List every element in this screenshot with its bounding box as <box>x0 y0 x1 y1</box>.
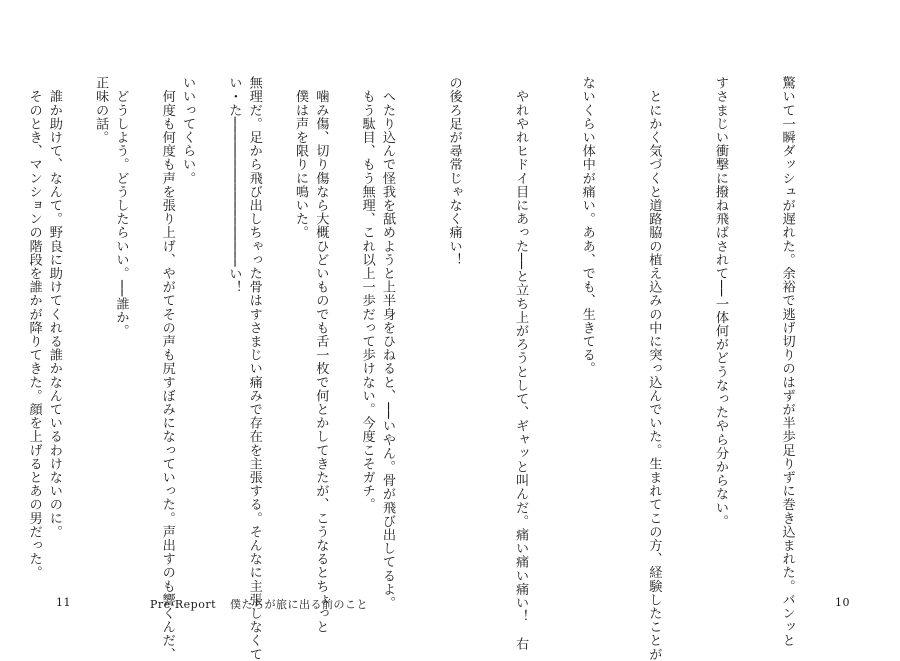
body-line: すさまじい衝撃に撥ね飛ばされて──一体何がどうなったやら分からない。 <box>712 76 728 528</box>
body-line: そのとき、マンションの階段を誰かが降りてきた。顔を上げるとあの男だった。 <box>26 76 42 580</box>
body-line: 誰か助けて、なんて。野良に助けてくれる誰かなんているわけないのに。 <box>46 76 62 539</box>
body-line: ないくらい体中が痛い。ああ、でも、生きてる。 <box>579 76 595 376</box>
body-line: 驚いて一瞬ダッシュが遅れた。余裕で逃げ切りのはずが半歩足りずに巻き込まれた。バンッと <box>779 76 795 648</box>
body-line: いいってくらい。 <box>180 76 196 185</box>
body-line: もう駄目、もう無理、これ以上一歩だって歩けない。今度こそガチ。 <box>359 76 375 512</box>
page-number-left: 11 <box>56 596 71 609</box>
page-number-right: 10 <box>835 596 850 609</box>
body-line: い・た──────────────────い！ <box>226 76 242 295</box>
running-head-title: 僕たちが旅に出る前のこと <box>230 598 369 611</box>
body-line: 僕は声を限りに鳴いた。 <box>292 76 308 240</box>
body-line: の後ろ足が尋常じゃなく痛い！ <box>446 76 462 267</box>
body-line: 何度も何度も声を張り上げ、やがてその声も尻すぼみになっていった。声出すのも響くんだ、 <box>159 76 175 661</box>
body-line: 正味の話。 <box>93 76 109 144</box>
running-head-series: Pre-Report <box>150 598 217 611</box>
body-line: とにかく気づくと道路脇の植え込みの中に突っ込んでいた。生まれてこの方、経験したことが <box>646 76 662 661</box>
running-head <box>150 596 368 612</box>
body-line: どうしよう。どうしたらいい。──誰か。 <box>113 76 129 338</box>
body-line: 噛み傷、切り傷なら大概ひどいものでも舌一枚で何とかしてきたが、こうなるとちょっと <box>313 76 329 634</box>
body-line: へたり込んで怪我を舐めようと上半身をひねると、──いやん。骨が飛び出してるよ。 <box>379 76 395 610</box>
body-line: やれやれヒドイ目にあった──と立ち上がろうとして、ギャッと叫んだ。痛い痛い痛い！ 右 <box>513 76 529 651</box>
body-line: 無理だ。足から飛び出しちゃった骨はすさまじい痛みで存在を主張する。そんなに主張しなくて <box>246 76 262 661</box>
